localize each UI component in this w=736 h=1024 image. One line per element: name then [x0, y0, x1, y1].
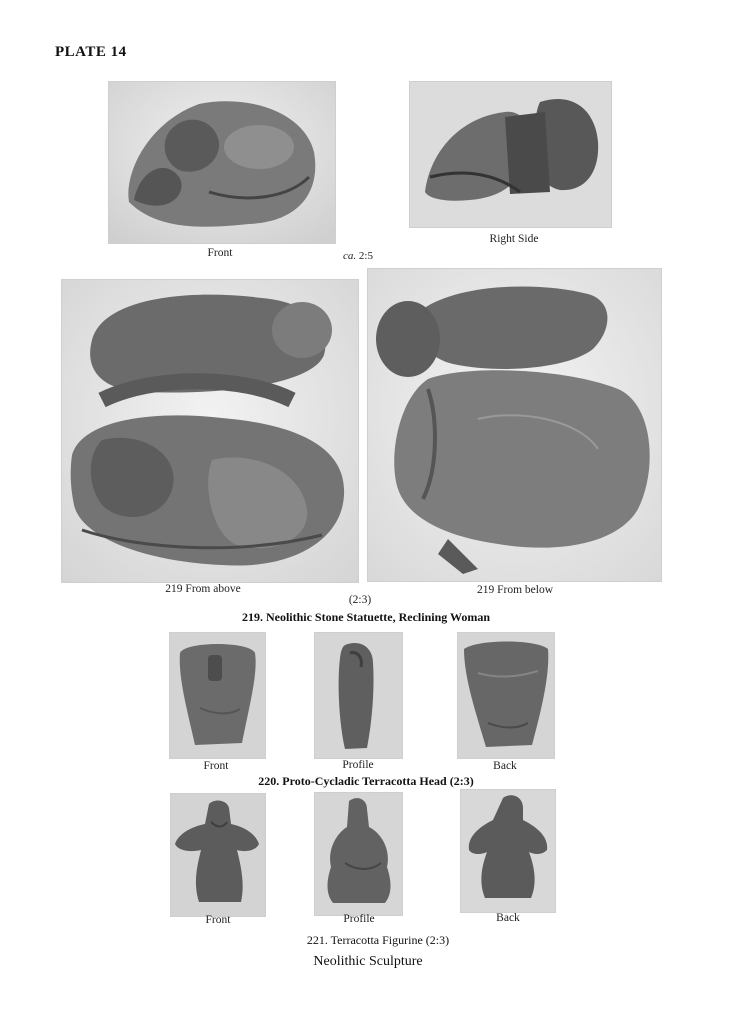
caption-219-from-above: 219 From above	[165, 583, 241, 595]
photo-219-front	[108, 81, 336, 244]
page-footer-title: Neolithic Sculpture	[313, 954, 423, 969]
figure-221-title: 221. Terracotta Figurine (2:3)	[306, 933, 450, 947]
caption-220-front: Front	[203, 760, 229, 772]
photo-221-front	[170, 793, 266, 917]
photo-221-profile	[314, 792, 403, 916]
photo-220-profile	[314, 632, 403, 759]
caption-219-from-below: 219 From below	[476, 584, 554, 596]
caption-220-back: Back	[493, 760, 517, 772]
plate-title: PLATE 14	[55, 44, 127, 60]
photo-220-back	[457, 632, 555, 759]
photo-220-front	[169, 632, 266, 759]
ratio-219-top	[343, 250, 373, 262]
figure-219-title: 219. Neolithic Stone Statuette, Reclining Woman	[241, 610, 491, 624]
caption-221-front: Front	[205, 914, 231, 926]
caption-221-back: Back	[496, 912, 520, 924]
caption-220-profile: Profile	[342, 759, 374, 771]
caption-219-front: Front	[207, 247, 233, 259]
photo-219-from-above	[61, 279, 359, 583]
figure-220-title: 220. Proto-Cycladic Terracotta Head (2:3)	[258, 774, 474, 788]
ratio-219-main: (2:3)	[348, 594, 372, 606]
caption-219-right-side: Right Side	[489, 233, 539, 245]
ratio-value: 2:5	[358, 250, 373, 262]
ratio-prefix: ca.	[343, 250, 357, 262]
photo-219-from-below	[367, 268, 662, 582]
photo-219-right-side	[409, 81, 612, 228]
caption-221-profile: Profile	[343, 913, 375, 925]
photo-221-back	[460, 789, 556, 913]
